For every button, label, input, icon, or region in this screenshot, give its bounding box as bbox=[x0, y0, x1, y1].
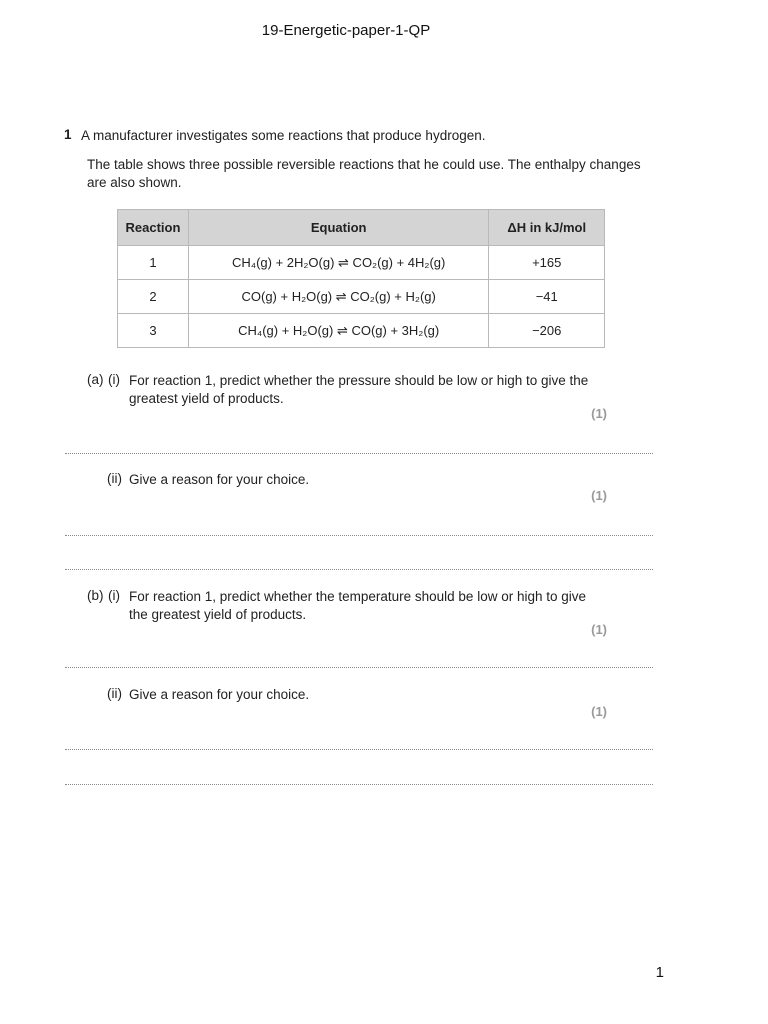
header-delta-h: ΔH in kJ/mol bbox=[489, 210, 605, 246]
cell-delta-h: −206 bbox=[489, 314, 605, 348]
answer-line[interactable] bbox=[65, 535, 653, 536]
part-a-ii-label: (ii) bbox=[107, 471, 122, 486]
part-b-i-line-1: For reaction 1, predict whether the temperature should be low or high to give bbox=[129, 589, 587, 604]
cell-delta-h: +165 bbox=[489, 246, 605, 280]
table-intro-line-2: are also shown. bbox=[87, 175, 182, 190]
part-a-i-line-2: greatest yield of products. bbox=[129, 391, 284, 406]
part-a-i-line-1: For reaction 1, predict whether the pressure should be low or high to give the bbox=[129, 373, 589, 388]
part-a-ii-marks: (1) bbox=[591, 488, 607, 503]
answer-line[interactable] bbox=[65, 749, 653, 750]
part-a-ii-question: Give a reason for your choice. bbox=[129, 472, 310, 487]
table-row bbox=[118, 314, 605, 348]
cell-equation: CO(g) + H₂O(g) ⇌ CO₂(g) + H₂(g) bbox=[188, 280, 489, 314]
header-reaction: Reaction bbox=[118, 210, 189, 246]
part-b-ii-question: Give a reason for your choice. bbox=[129, 687, 310, 702]
question-number: 1 bbox=[64, 127, 72, 142]
cell-reaction: 1 bbox=[118, 246, 189, 280]
part-b-label: (b) bbox=[87, 588, 104, 603]
table-intro-line-1: The table shows three possible reversible reactions that he could use. The enthalpy changes bbox=[87, 157, 641, 172]
answer-line[interactable] bbox=[65, 784, 653, 785]
part-a-i-marks: (1) bbox=[591, 406, 607, 421]
table-intro bbox=[87, 156, 647, 192]
page-number: 1 bbox=[655, 964, 664, 981]
cell-reaction: 3 bbox=[118, 314, 189, 348]
table-row bbox=[118, 280, 605, 314]
document-title: 19-Energetic-paper-1-QP bbox=[261, 22, 431, 39]
cell-equation: CH₄(g) + 2H₂O(g) ⇌ CO₂(g) + 4H₂(g) bbox=[188, 246, 489, 280]
table-row bbox=[118, 246, 605, 280]
part-a-label: (a) bbox=[87, 372, 104, 387]
question-intro: A manufacturer investigates some reactions that produce hydrogen. bbox=[81, 128, 486, 143]
cell-equation: CH₄(g) + H₂O(g) ⇌ CO(g) + 3H₂(g) bbox=[188, 314, 489, 348]
answer-line[interactable] bbox=[65, 667, 653, 668]
reactions-table bbox=[117, 209, 605, 348]
part-b-i-line-2: the greatest yield of products. bbox=[129, 607, 307, 622]
part-b-i-question bbox=[129, 588, 599, 624]
cell-delta-h: −41 bbox=[489, 280, 605, 314]
part-a-i-question bbox=[129, 372, 599, 408]
answer-line[interactable] bbox=[65, 453, 653, 454]
part-b-ii-label: (ii) bbox=[107, 686, 122, 701]
cell-reaction: 2 bbox=[118, 280, 189, 314]
part-b-i-label: (i) bbox=[108, 588, 120, 603]
header-equation: Equation bbox=[188, 210, 489, 246]
table-header-row bbox=[118, 210, 605, 246]
answer-line[interactable] bbox=[65, 569, 653, 570]
part-b-i-marks: (1) bbox=[591, 622, 607, 637]
part-b-ii-marks: (1) bbox=[591, 704, 607, 719]
part-a-i-label: (i) bbox=[108, 372, 120, 387]
